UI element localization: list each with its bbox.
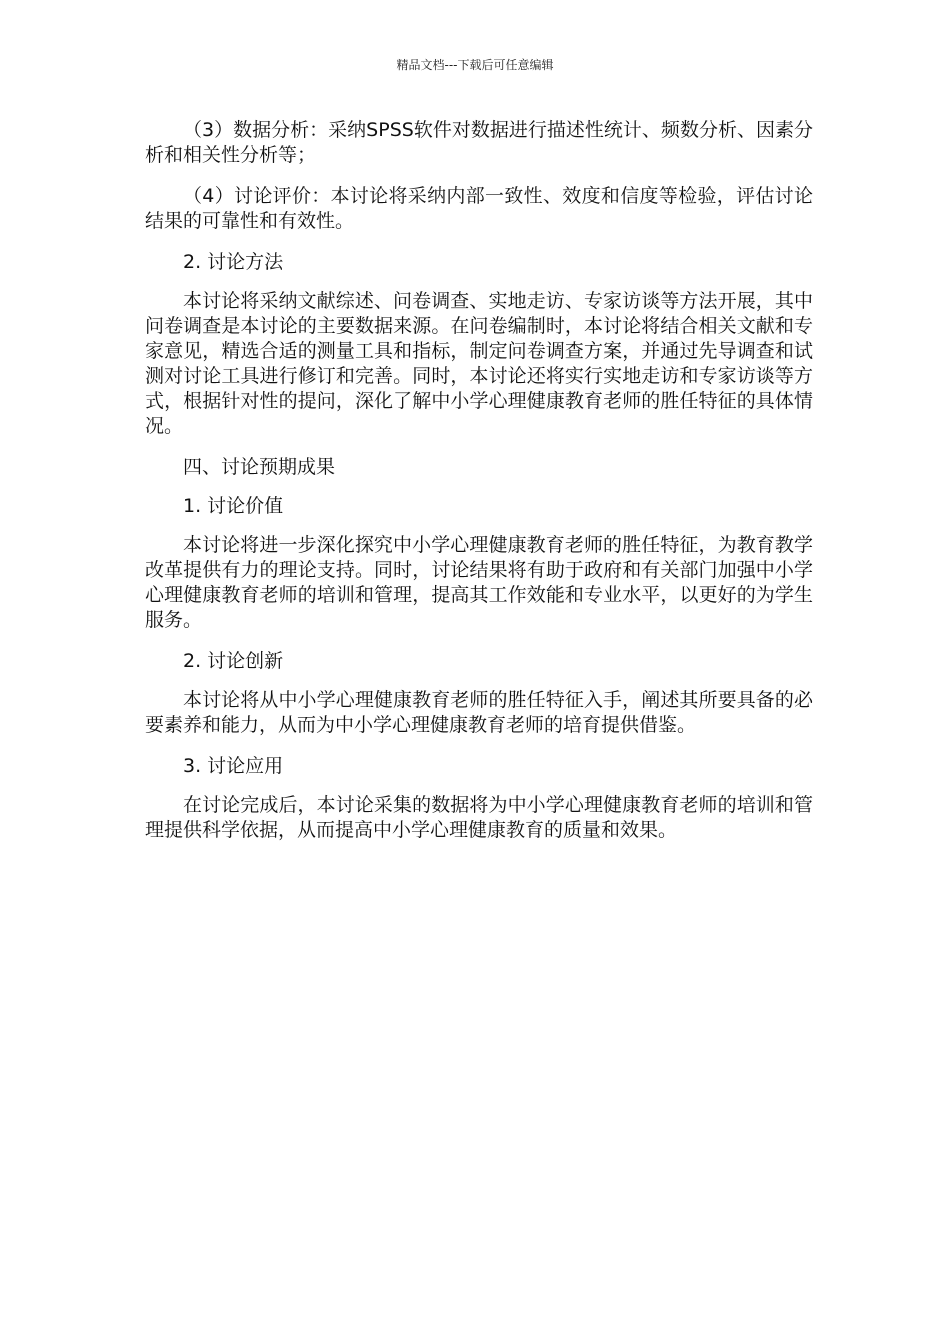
paragraph-data-analysis: （3）数据分析：采纳SPSS软件对数据进行描述性统计、频数分析、因素分析和相关性分析等； [145,119,813,166]
section-heading-innovation: 2. 讨论创新 [183,650,284,672]
paragraph-evaluation: （4）讨论评价：本讨论将采纳内部一致性、效度和信度等检验，评估讨论结果的可靠性和有效性。 [145,185,813,232]
section-heading-expected-results: 四、讨论预期成果 [183,456,336,478]
paragraph-innovation: 本讨论将从中小学心理健康教育老师的胜任特征入手，阐述其所要具备的必要素养和能力，从而为中小学心理健康教育老师的培育提供借鉴。 [145,689,813,736]
paragraph-value: 本讨论将进一步深化探究中小学心理健康教育老师的胜任特征，为教育教学改革提供有力的理论支持。同时，讨论结果将有助于政府和有关部门加强中小学心理健康教育老师的培训和管理，提高其工作效能和专业水平，以更好的为学生服务。 [145,534,813,631]
paragraph-method: 本讨论将采纳文献综述、问卷调查、实地走访、专家访谈等方法开展，其中问卷调查是本讨论的主要数据来源。在问卷编制时，本讨论将结合相关文献和专家意见，精选合适的测量工具和指标，制定问卷调查方案，并通过先导调查和试测对讨论工具进行修订和完善。同时，本讨论还将实行实地走访和专家访谈等方式，根据针对性的提问，深化了解中小学心理健康教育老师的胜任特征的具体情况。 [145,290,813,437]
paragraph-application: 在讨论完成后，本讨论采集的数据将为中小学心理健康教育老师的培训和管理提供科学依据，从而提高中小学心理健康教育的质量和效果。 [145,794,813,841]
document-body [145,118,813,859]
section-heading-value: 1. 讨论价值 [183,495,284,517]
page-header: 精品文档---下载后可任意编辑 [396,58,554,72]
section-heading-method: 2. 讨论方法 [183,251,284,273]
section-heading-application: 3. 讨论应用 [183,755,284,777]
